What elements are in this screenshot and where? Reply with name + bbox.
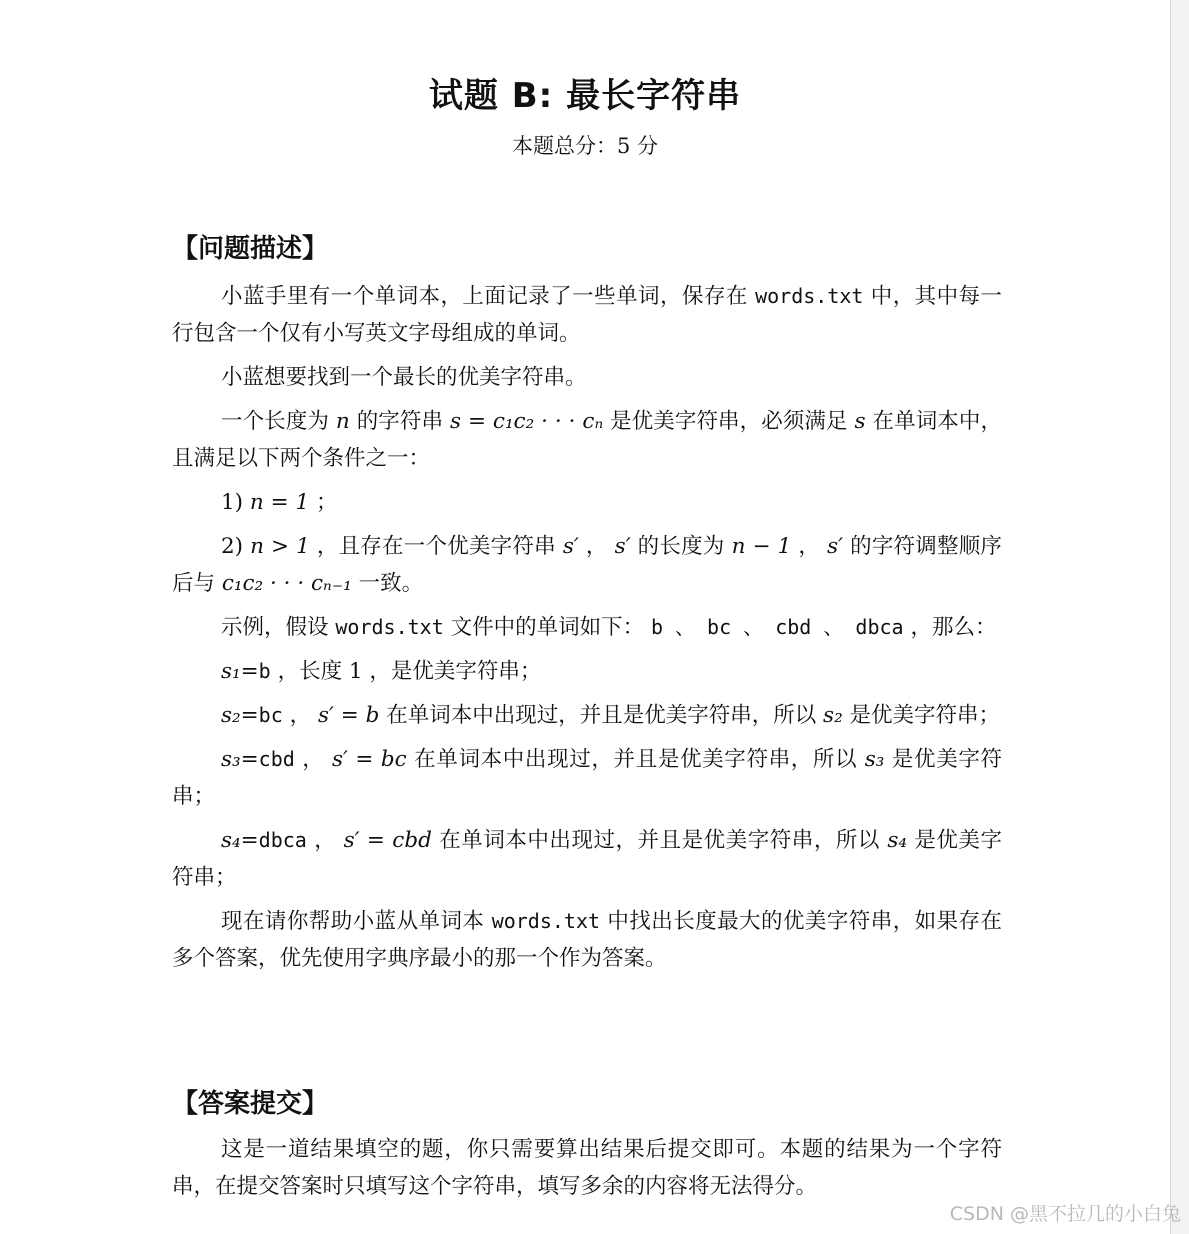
paragraph-task bbox=[172, 903, 1002, 977]
text-span: ， bbox=[302, 747, 325, 772]
text-span: 在单词本中，且满足以下两个条件之一： bbox=[172, 409, 1002, 471]
filename: words.txt bbox=[491, 909, 601, 933]
paragraph-submit: 这是一道结果填空的题，你只需要算出结果后提交即可。本题的结果为一个字符串，在提交答案时只填写这个字符串，填写多余的内容将无法得分。 bbox=[172, 1137, 1002, 1199]
math-var: s bbox=[854, 409, 866, 434]
example-s3 bbox=[172, 741, 1002, 815]
word: dbca bbox=[258, 828, 307, 852]
description-body bbox=[172, 278, 1002, 984]
word: cbd bbox=[258, 747, 295, 771]
math-expr: n − 1 bbox=[731, 534, 792, 559]
text-span: 一致。 bbox=[358, 571, 424, 596]
text-span: 的字符串 bbox=[356, 409, 444, 434]
word: b bbox=[258, 659, 271, 683]
text-span: 中，其中每一行包含一个仅有小写英文字母组成的单词。 bbox=[172, 284, 1002, 346]
text-span: 在单词本中出现过，并且是优美字符串，所以 bbox=[386, 703, 817, 728]
text-span: 小蓝手里有一个单词本，上面记录了一些单词，保存在 bbox=[221, 284, 748, 309]
math-var: n bbox=[335, 409, 350, 434]
text-span: ，长度 1 ，是优美字符串； bbox=[277, 659, 542, 684]
math-var: s₂ bbox=[221, 703, 241, 728]
word-list: b 、 bc 、 cbd 、 dbca bbox=[650, 615, 904, 639]
math-expr: s′ = bc bbox=[331, 747, 407, 772]
condition-number: 1) bbox=[221, 490, 244, 515]
description-heading: 【问题描述】 bbox=[172, 234, 329, 264]
text-span: 的字符调整顺序后与 bbox=[172, 534, 1002, 596]
math-expr: s′ = cbd bbox=[343, 828, 432, 853]
score-line: 本题总分：5 分 bbox=[511, 134, 659, 158]
equals-sign: = bbox=[240, 659, 259, 684]
paragraph-goal: 小蓝想要找到一个最长的优美字符串。 bbox=[221, 365, 587, 390]
text-span: ， bbox=[314, 828, 337, 853]
math-expr: c₁c₂ · · · cₙ₋₁ bbox=[221, 571, 352, 596]
filename: words.txt bbox=[335, 615, 444, 639]
example-s2 bbox=[172, 697, 1002, 734]
math-expr: s′ = b bbox=[317, 703, 380, 728]
math-var: s₁ bbox=[221, 659, 241, 684]
math-var: s′ bbox=[614, 534, 631, 559]
watermark: CSDN @黑不拉几的小白兔 bbox=[949, 1203, 1181, 1225]
text-span: ， bbox=[798, 534, 821, 559]
math-var: s₄ bbox=[221, 828, 241, 853]
text-span: 现在请你帮助小蓝从单词本 bbox=[221, 909, 485, 934]
math-var: s′ bbox=[827, 534, 844, 559]
filename: words.txt bbox=[755, 284, 864, 308]
math-var: s₄ bbox=[887, 828, 907, 853]
paragraph-definition bbox=[172, 403, 1002, 477]
equals-sign: = bbox=[240, 747, 259, 772]
text-span: 是优美字符串； bbox=[172, 747, 1003, 809]
text-span: 的长度为 bbox=[637, 534, 725, 559]
equals-sign: = bbox=[240, 828, 259, 853]
paragraph-intro bbox=[172, 278, 1002, 352]
text-span: 是优美字符串，必须满足 bbox=[610, 409, 848, 434]
math-var: s′ bbox=[562, 534, 579, 559]
text-span: ，那么： bbox=[910, 615, 997, 640]
word: bc bbox=[258, 703, 283, 727]
math-var: s₂ bbox=[823, 703, 843, 728]
math-expr: s = c₁c₂ · · · cₙ bbox=[450, 409, 604, 434]
page-edge bbox=[1170, 0, 1189, 1234]
text-span: 在单词本中出现过，并且是优美字符串，所以 bbox=[439, 828, 880, 853]
condition-2 bbox=[172, 528, 1002, 602]
math-expr: n = 1 bbox=[249, 490, 310, 515]
math-var: s₃ bbox=[864, 747, 885, 772]
text-span: 中找出长度最大的优美字符串，如果存在多个答案，优先使用字典序最小的那一个作为答案。 bbox=[172, 909, 1002, 971]
text-span: 一个长度为 bbox=[221, 409, 329, 434]
paragraph-example bbox=[172, 609, 1002, 646]
condition-number: 2) bbox=[221, 534, 244, 559]
submit-heading: 【答案提交】 bbox=[172, 1089, 329, 1119]
text-span: ，且存在一个优美字符串 bbox=[316, 534, 556, 559]
math-expr: n > 1 bbox=[250, 534, 310, 559]
text-span: 在单词本中出现过，并且是优美字符串，所以 bbox=[414, 747, 858, 772]
example-s4 bbox=[172, 822, 1002, 896]
text-span: 文件中的单词如下： bbox=[450, 615, 645, 640]
condition-1 bbox=[221, 484, 1002, 521]
example-s1 bbox=[221, 653, 1002, 690]
equals-sign: = bbox=[240, 703, 259, 728]
text-span: 是优美字符串； bbox=[172, 828, 1002, 890]
text-span: 是优美字符串； bbox=[849, 703, 1001, 728]
text-span: ， bbox=[289, 703, 312, 728]
text-span: 示例，假设 bbox=[221, 615, 329, 640]
text-span: ； bbox=[315, 490, 338, 515]
text-span: ， bbox=[585, 534, 608, 559]
problem-title: 试题 B: 最长字符串 bbox=[428, 76, 742, 116]
math-var: s₃ bbox=[221, 747, 241, 772]
submit-body bbox=[172, 1131, 1002, 1212]
